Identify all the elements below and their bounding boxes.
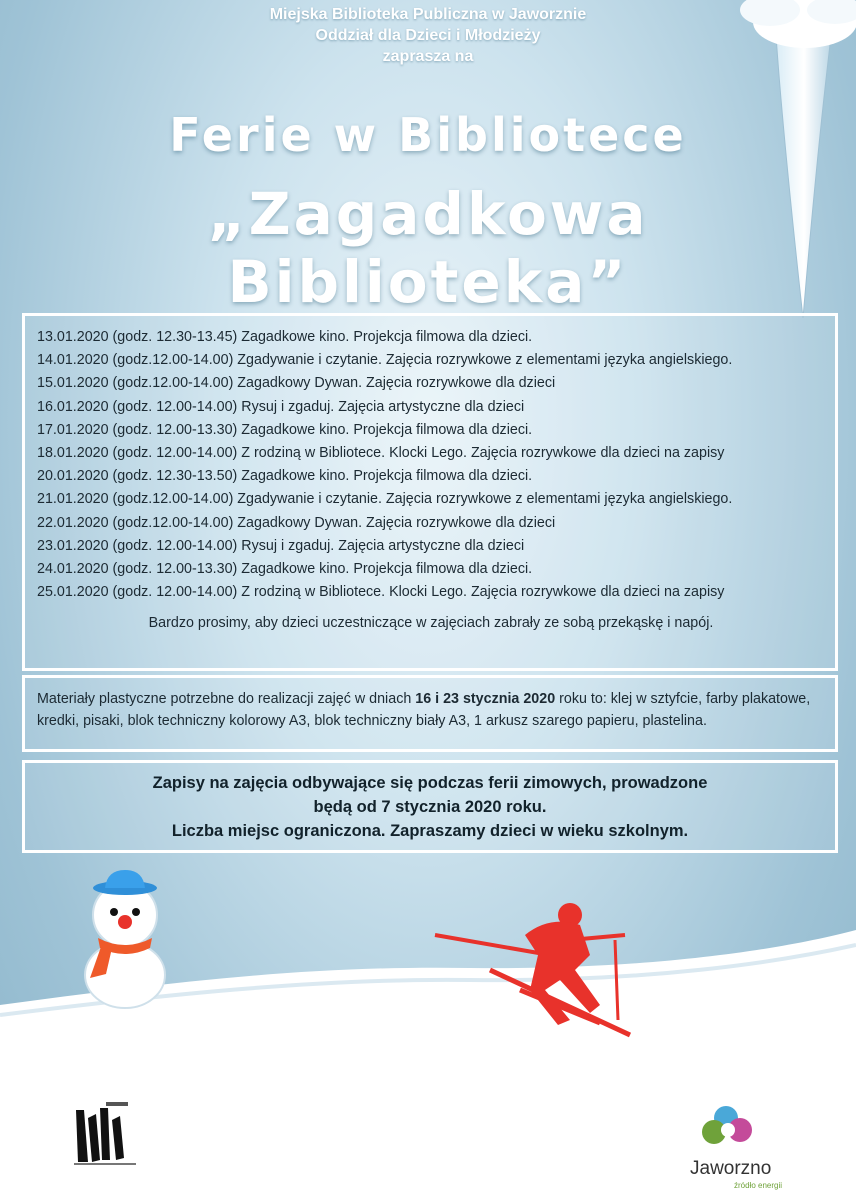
schedule-item: 20.01.2020 (godz. 12.30-13.50) Zagadkowe kino. Projekcja filmowa dla dzieci.	[37, 468, 533, 485]
schedule-item: 15.01.2020 (godz.12.00-14.00) Zagadkowy Dywan. Zajęcia rozrywkowe dla dzieci	[37, 375, 556, 392]
schedule-item: 17.01.2020 (godz. 12.00-13.30) Zagadkowe kino. Projekcja filmowa dla dzieci.	[37, 421, 533, 438]
materials-dates: 16 i 23 stycznia 2020	[415, 691, 556, 707]
materials-text-before: Materiały plastyczne potrzebne do realizacji zajęć w dniach	[37, 691, 416, 707]
jaworzno-logo-icon	[684, 1100, 764, 1158]
schedule-item: 13.01.2020 (godz. 12.30-13.45) Zagadkowe kino. Projekcja filmowa dla dzieci.	[37, 329, 533, 345]
skier-icon	[430, 895, 640, 1045]
schedule-item: 24.01.2020 (godz. 12.00-13.30) Zagadkowe kino. Projekcja filmowa dla dzieci.	[37, 561, 533, 578]
snowman-icon	[70, 870, 180, 1010]
schedule-box	[22, 313, 838, 671]
schedule-item: 21.01.2020 (godz.12.00-14.00) Zgadywanie i czytanie. Zajęcia rozrywkowe z elementami języka angielskiego.	[37, 491, 733, 508]
schedule-item: 23.01.2020 (godz. 12.00-14.00) Rysuj i zgaduj. Zajęcia artystyczne dla dzieci	[37, 537, 525, 554]
brand-name: Jaworzno	[690, 1158, 772, 1179]
title-line-1: Ferie w Bibliotece	[169, 108, 687, 162]
signup-line-1: Zapisy na zajęcia odbywające się podczas ferii zimowych, prowadzone	[152, 774, 708, 792]
header-line-1: Miejska Biblioteka Publiczna w Jaworznie	[269, 6, 587, 23]
schedule-item: 22.01.2020 (godz.12.00-14.00) Zagadkowy Dywan. Zajęcia rozrywkowe dla dzieci	[37, 514, 556, 531]
schedule-item: 16.01.2020 (godz. 12.00-14.00) Rysuj i zgaduj. Zajęcia artystyczne dla dzieci	[37, 398, 525, 415]
title-line-2: „Zagadkowa Biblioteka”	[207, 180, 649, 316]
materials-box	[22, 675, 838, 752]
snack-note: Bardzo prosimy, aby dzieci uczestniczące w zajęciach zabrały ze sobą przekąskę i napój.	[148, 615, 714, 632]
materials-text-after: roku to: klej w sztyfcie, farby plakatowe, kredki, pisaki, blok techniczny kolorowy A3, blok techniczny biały A3, 1 arkusz szarego papieru, plastelina.	[37, 691, 811, 729]
signup-line-3: Liczba miejsc ograniczona. Zapraszamy dzieci w wieku szkolnym.	[171, 822, 689, 840]
header-line-2: Oddział dla Dzieci i Młodzieży	[315, 27, 541, 44]
schedule-item: 25.01.2020 (godz. 12.00-14.00) Z rodziną w Bibliotece. Klocki Lego. Zajęcia rozrywkowe dla dzieci na zapisy	[37, 584, 725, 601]
brand-tagline: źródło energii	[734, 1181, 783, 1190]
signup-box	[22, 760, 838, 853]
schedule-item: 14.01.2020 (godz.12.00-14.00) Zgadywanie i czytanie. Zajęcia rozrywkowe z elementami języka angielskiego.	[37, 352, 733, 369]
header-line-3: zaprasza na	[382, 48, 474, 65]
library-header	[0, 4, 856, 67]
signup-line-2: będą od 7 stycznia 2020 roku.	[313, 798, 547, 816]
schedule-item: 18.01.2020 (godz. 12.00-14.00) Z rodziną w Bibliotece. Klocki Lego. Zajęcia rozrywkowe dla dzieci na zapisy	[37, 445, 725, 462]
left-logo-icon	[70, 1100, 140, 1165]
